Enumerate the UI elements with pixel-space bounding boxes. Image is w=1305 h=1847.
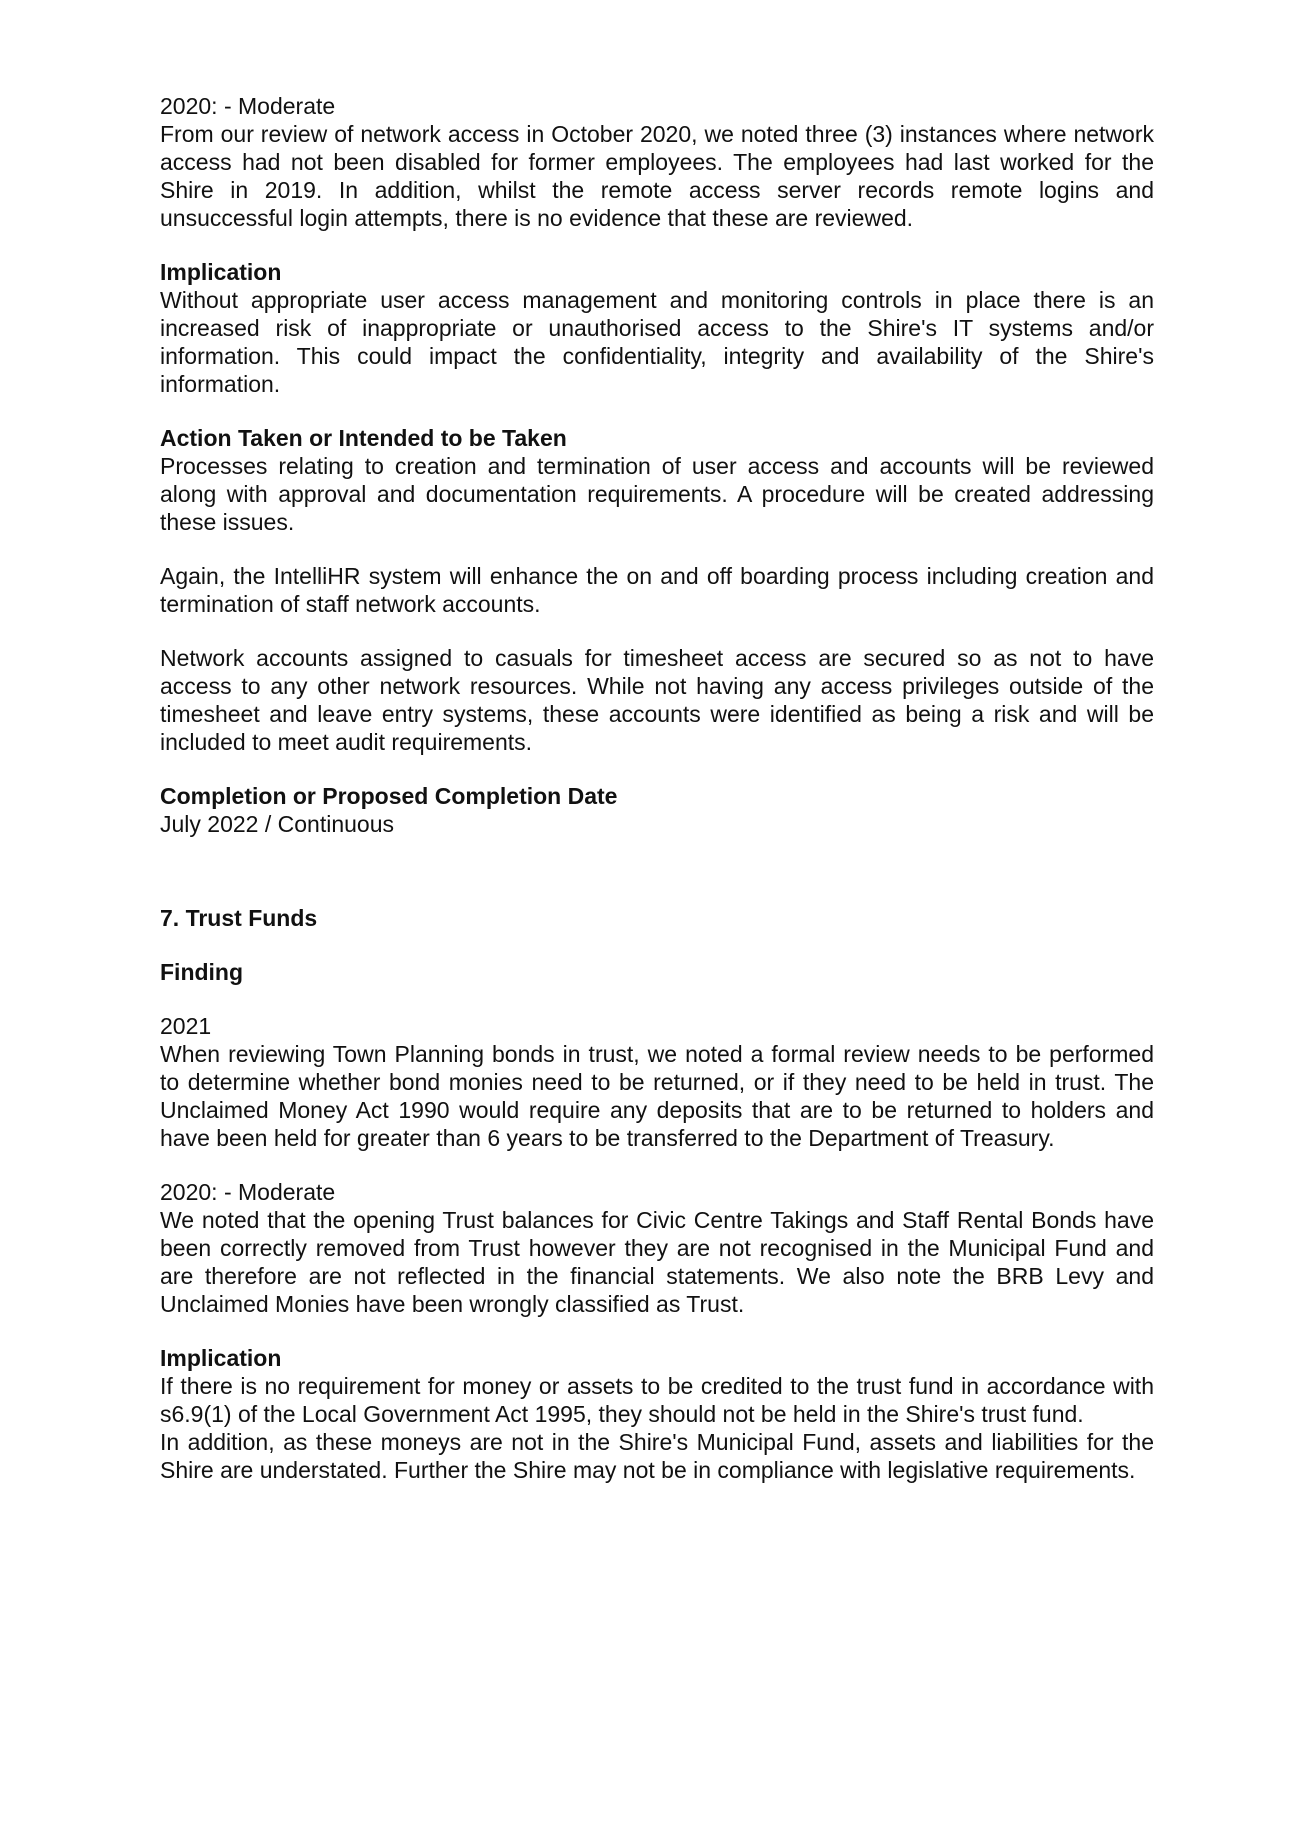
- year-2021-label: 2021: [160, 1013, 212, 1039]
- finding-2021-trust: When reviewing Town Planning bonds in trust, we noted a formal review needs to be performed to determine whether bond monies need to be returned, or if they need to be held in trust. The Unclaimed Money Act 1990 would require any deposits that are to be returned to holders and have been held for greater than 6 years to be transferred to the Department of Treasury.: [160, 1041, 1154, 1151]
- implication-paragraph-2: In addition, as these moneys are not in the Shire's Municipal Fund, assets and liabilities for the Shire are understated. Further the Shire may not be in compliance with legislative requirements.: [160, 1429, 1154, 1483]
- finding-heading: Finding: [160, 959, 244, 985]
- implication-heading-trust: Implication: [160, 1345, 282, 1371]
- rating-2020-trust: 2020: - Moderate: [160, 1179, 336, 1205]
- rating-2020-network: 2020: - Moderate: [160, 93, 336, 119]
- finding-2020-trust: We noted that the opening Trust balances for Civic Centre Takings and Staff Rental Bonds have been correctly removed from Trust however they are not recognised in the Municipal Fund and are therefore are not reflected in the financial statements. We also note the BRB Levy and Unclaimed Monies have been wrongly classified as Trust.: [160, 1207, 1154, 1317]
- action-heading: Action Taken or Intended to be Taken: [160, 425, 567, 451]
- finding-2020-network: From our review of network access in October 2020, we noted three (3) instances where network access had not been disabled for former employees. The employees had last worked for the Shire in 2019. In addition, whilst the remote access server records remote logins and unsuccessful login attempts, there is no evidence that these are reviewed.: [160, 121, 1154, 231]
- action-paragraph-1: Processes relating to creation and termination of user access and accounts will be reviewed along with approval and documentation requirements. A procedure will be created addressing these issues.: [160, 453, 1154, 535]
- implication-heading-network: Implication: [160, 259, 282, 285]
- action-paragraph-2: Again, the IntelliHR system will enhance the on and off boarding process including creation and termination of staff network accounts.: [160, 563, 1154, 617]
- implication-paragraph-1: If there is no requirement for money or assets to be credited to the trust fund in accordance with s6.9(1) of the Local Government Act 1995, they should not be held in the Shire's trust fund.: [160, 1373, 1154, 1427]
- section-title-trust-funds: 7. Trust Funds: [160, 905, 318, 931]
- implication-text-network: Without appropriate user access management and monitoring controls in place there is an increased risk of inappropriate or unauthorised access to the Shire's IT systems and/or information. This could impact the confidentiality, integrity and availability of the Shire's information.: [160, 287, 1154, 397]
- completion-heading: Completion or Proposed Completion Date: [160, 783, 618, 809]
- action-paragraph-3: Network accounts assigned to casuals for timesheet access are secured so as not to have access to any other network resources. While not having any access privileges outside of the timesheet and leave entry systems, these accounts were identified as being a risk and will be included to meet audit requirements.: [160, 645, 1154, 755]
- completion-text: July 2022 / Continuous: [160, 811, 394, 837]
- document-page: [160, 92, 1154, 1484]
